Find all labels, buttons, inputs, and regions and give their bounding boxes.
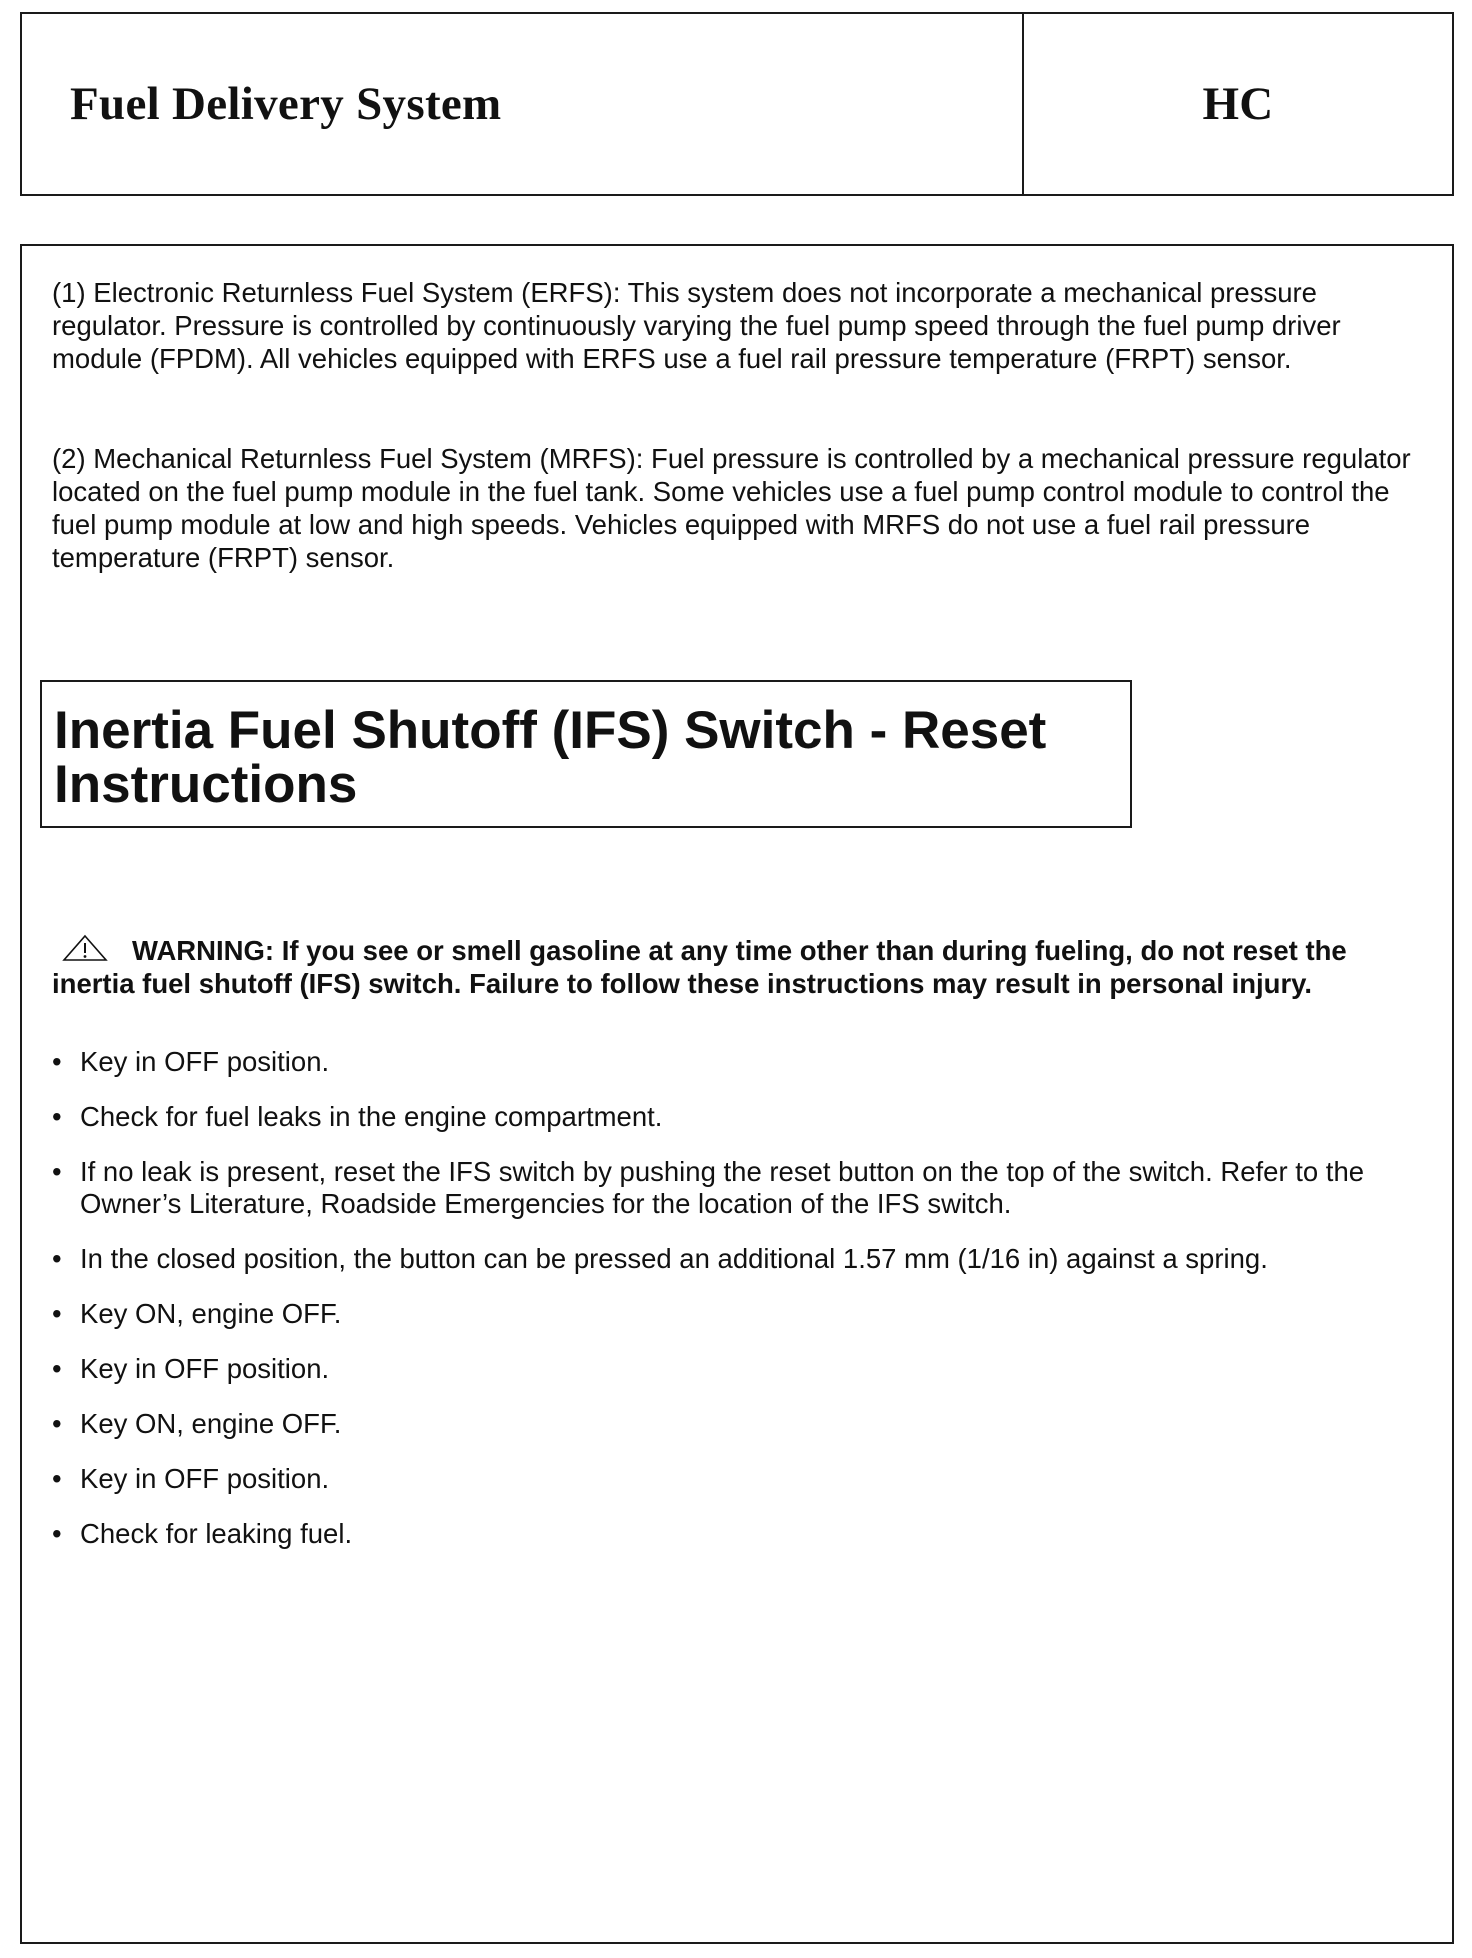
paragraph-erfs: (1) Electronic Returnless Fuel System (ERFS): This system does not incorporate a mechanical pressure regulator. Pressure is controlled by continuously varying the fuel pump speed through the fuel pump driver module (FPDM). All vehicles equipped with ERFS use a fuel rail pressure temperature (FRPT) sensor. <box>52 277 1341 374</box>
section-code: HC <box>1202 78 1274 130</box>
step-text: Check for fuel leaks in the engine compartment. <box>80 1101 663 1132</box>
list-item <box>52 1156 1432 1220</box>
warning-triangle-icon <box>62 934 108 962</box>
bullet: • <box>52 1101 62 1132</box>
bullet: • <box>52 1353 62 1384</box>
page-title: Fuel Delivery System <box>70 78 502 130</box>
list-item <box>52 1353 1432 1385</box>
step-text: If no leak is present, reset the IFS switch by pushing the reset button on the top of the switch. Refer to the Owner’s Literature, Roadside Emergencies for the location of the IFS switch. <box>80 1156 1365 1219</box>
reset-steps-list <box>52 1046 1432 1573</box>
bullet: • <box>52 1156 62 1187</box>
bullet: • <box>52 1518 62 1549</box>
page-header <box>20 12 1454 196</box>
list-item <box>52 1518 1432 1550</box>
step-text: Key ON, engine OFF. <box>80 1408 342 1439</box>
bullet: • <box>52 1243 62 1274</box>
bullet: • <box>52 1046 62 1077</box>
list-item <box>52 1463 1432 1495</box>
step-text: Key in OFF position. <box>80 1463 330 1494</box>
list-item <box>52 1298 1432 1330</box>
list-item <box>52 1101 1432 1133</box>
section-heading: Inertia Fuel Shutoff (IFS) Switch - Reset Instructions <box>40 680 1132 828</box>
step-text: Key in OFF position. <box>80 1353 330 1384</box>
step-text: Key ON, engine OFF. <box>80 1298 342 1329</box>
header-code-cell <box>1024 14 1452 194</box>
step-text: In the closed position, the button can be pressed an additional 1.57 mm (1/16 in) against a spring. <box>80 1243 1268 1274</box>
content-panel <box>20 244 1454 1944</box>
bullet: • <box>52 1298 62 1329</box>
warning-block <box>52 934 1432 1000</box>
bullet: • <box>52 1408 62 1439</box>
list-item <box>52 1243 1432 1275</box>
step-text: Key in OFF position. <box>80 1046 330 1077</box>
list-item <box>52 1408 1432 1440</box>
bullet: • <box>52 1463 62 1494</box>
list-item <box>52 1046 1432 1078</box>
warning-text: WARNING: If you see or smell gasoline at any time other than during fueling, do not reset the inertia fuel shutoff (IFS) switch. Failure to follow these instructions may result in personal injury. <box>52 935 1347 999</box>
step-text: Check for leaking fuel. <box>80 1518 353 1549</box>
header-title-cell <box>22 14 1024 194</box>
paragraph-mrfs: (2) Mechanical Returnless Fuel System (MRFS): Fuel pressure is controlled by a mechanical pressure regulator located on the fuel pump module in the fuel tank. Some vehicles use a fuel pump control module to control the fuel pump module at low and high speeds. Vehicles equipped with MRFS do not use a fuel rail pressure temperature (FRPT) sensor. <box>52 443 1411 573</box>
